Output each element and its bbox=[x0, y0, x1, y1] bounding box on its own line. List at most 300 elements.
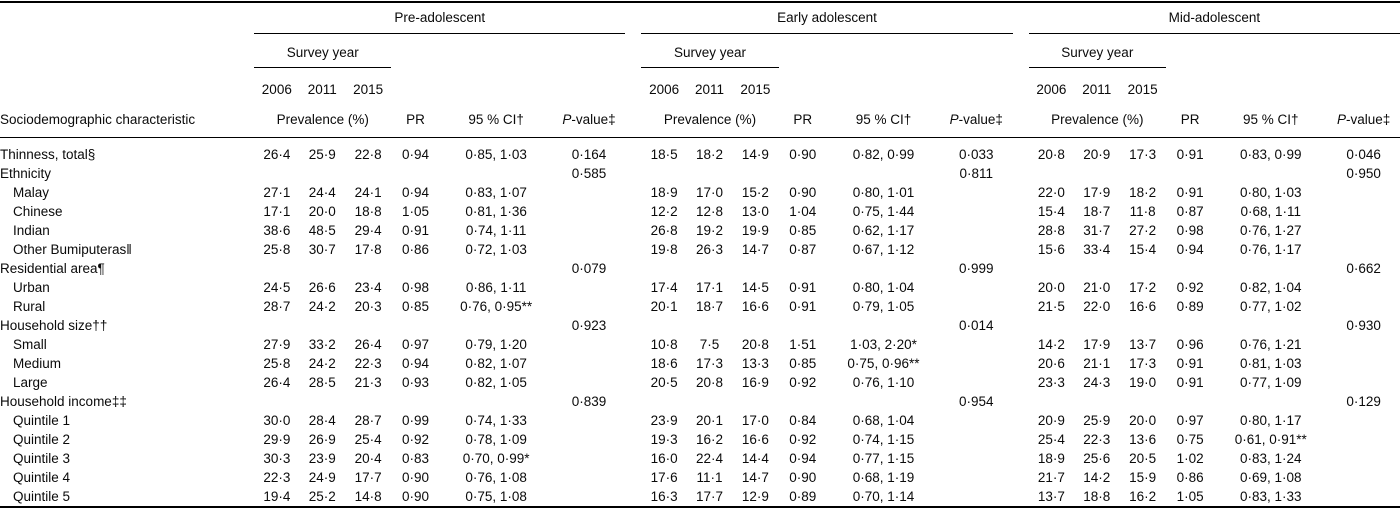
prevalence-value bbox=[1074, 259, 1119, 278]
ci-value: 0·80, 1·03 bbox=[1239, 185, 1302, 200]
prevalence-value: 16·2 bbox=[695, 432, 724, 447]
prevalence-value: 18·7 bbox=[1083, 204, 1111, 219]
ci-value bbox=[1214, 316, 1327, 335]
pr-value bbox=[779, 259, 827, 278]
ci-value bbox=[440, 316, 553, 335]
column-spacer bbox=[625, 278, 641, 297]
prevalence-value bbox=[1119, 316, 1165, 335]
prevalence-value: 13·7 bbox=[1037, 489, 1065, 504]
characteristic-label: Quintile 5 bbox=[13, 489, 71, 504]
prevalence-value: 26·6 bbox=[308, 280, 336, 295]
pr-value: 0·84 bbox=[789, 413, 817, 428]
ci-value: 0·86, 1·11 bbox=[465, 280, 527, 295]
p-value bbox=[1327, 335, 1400, 354]
ci-value bbox=[1214, 259, 1327, 278]
p-value: 0·930 bbox=[1346, 318, 1381, 333]
pr-value: 0·83 bbox=[401, 451, 429, 466]
prevalence-value: 17·4 bbox=[650, 280, 678, 295]
ci-value: 0·70, 0·99* bbox=[462, 451, 530, 466]
pr-value bbox=[391, 392, 439, 411]
column-spacer bbox=[625, 2, 641, 34]
prevalence-value: 19·9 bbox=[741, 223, 769, 238]
column-spacer bbox=[625, 449, 641, 468]
column-spacer bbox=[625, 259, 641, 278]
p-value bbox=[940, 240, 1013, 259]
prevalence-value: 20·1 bbox=[695, 413, 724, 428]
p-value: 0·014 bbox=[959, 318, 994, 333]
pr-value: 0·94 bbox=[1176, 242, 1204, 257]
prevalence-value: 20·3 bbox=[354, 299, 382, 314]
characteristic-label: Residential area¶ bbox=[0, 261, 105, 276]
prevalence-value: 18·2 bbox=[1129, 185, 1157, 200]
prevalence-value: 23·3 bbox=[1037, 375, 1065, 390]
prevalence-value: 13·6 bbox=[1129, 432, 1157, 447]
pr-value: 0·94 bbox=[401, 356, 429, 371]
column-spacer bbox=[1013, 430, 1029, 449]
table-row bbox=[0, 449, 1400, 468]
ci-value: 0·74, 1·33 bbox=[465, 413, 527, 428]
column-spacer bbox=[625, 102, 641, 138]
ci-value: 0·80, 1·17 bbox=[1239, 413, 1302, 428]
ci-value: 0·76, 1·27 bbox=[1239, 223, 1302, 238]
prevalence-value: 27·1 bbox=[263, 185, 291, 200]
pr-value: 0·87 bbox=[789, 242, 817, 257]
p-value bbox=[553, 240, 626, 259]
prevalence-value: 29·9 bbox=[263, 432, 291, 447]
prevalence-value: 20·8 bbox=[695, 375, 724, 390]
pr-value bbox=[779, 164, 827, 183]
prevalence-value: 38·6 bbox=[263, 223, 291, 238]
column-spacer bbox=[1013, 392, 1029, 411]
prevalence-value: 24·1 bbox=[354, 185, 382, 200]
prevalence-value: 26·9 bbox=[308, 432, 336, 447]
pr-header: PR bbox=[779, 102, 827, 138]
prevalence-value: 18·8 bbox=[354, 204, 382, 219]
p-value: 0·954 bbox=[959, 394, 994, 409]
prevalence-value: 17·7 bbox=[695, 489, 724, 504]
prevalence-value: 22·0 bbox=[1037, 185, 1065, 200]
prevalence-value: 19·3 bbox=[650, 432, 678, 447]
column-spacer bbox=[1013, 102, 1029, 138]
ci-value: 0·83, 0·99 bbox=[1239, 147, 1302, 162]
p-value bbox=[553, 278, 626, 297]
column-spacer bbox=[625, 392, 641, 411]
prevalence-value bbox=[1119, 259, 1165, 278]
prevalence-value: 21·5 bbox=[1037, 299, 1065, 314]
column-spacer bbox=[625, 138, 641, 165]
pr-value: 0·97 bbox=[1176, 413, 1204, 428]
prevalence-value: 16·2 bbox=[1129, 489, 1157, 504]
prevalence-value: 20·9 bbox=[1037, 413, 1065, 428]
table-row bbox=[0, 335, 1400, 354]
pr-value: 0·93 bbox=[401, 375, 429, 390]
empty-cell bbox=[0, 68, 254, 103]
p-value bbox=[553, 183, 626, 202]
p-value bbox=[940, 449, 1013, 468]
prevalence-value: 24·2 bbox=[308, 299, 336, 314]
pr-value: 0·92 bbox=[401, 432, 429, 447]
prevalence-value: 18·8 bbox=[1083, 489, 1111, 504]
ci-value: 0·76, 0·95** bbox=[460, 299, 533, 314]
pr-value: 0·91 bbox=[1176, 147, 1204, 162]
characteristic-label: Rural bbox=[13, 299, 46, 314]
prevalence-value bbox=[687, 259, 732, 278]
table-row bbox=[0, 183, 1400, 202]
prevalence-value: 28·7 bbox=[263, 299, 291, 314]
prevalence-value: 31·7 bbox=[1083, 223, 1111, 238]
p-value bbox=[1327, 411, 1400, 430]
characteristic-label: Household income‡‡ bbox=[0, 394, 127, 409]
empty-cell bbox=[0, 34, 254, 68]
prevalence-value: 24·3 bbox=[1083, 375, 1111, 390]
empty-cell bbox=[1166, 34, 1400, 68]
table-row bbox=[0, 487, 1400, 507]
p-value bbox=[1327, 240, 1400, 259]
prevalence-value: 13·3 bbox=[741, 356, 769, 371]
prevalence-value: 19·2 bbox=[695, 223, 724, 238]
table-row bbox=[0, 373, 1400, 392]
pr-value: 1·05 bbox=[1176, 489, 1204, 504]
ci-value bbox=[827, 316, 940, 335]
prevalence-value: 19·4 bbox=[263, 489, 291, 504]
p-value: 0·079 bbox=[571, 261, 607, 276]
column-spacer bbox=[625, 373, 641, 392]
prevalence-value: 16·9 bbox=[741, 375, 769, 390]
prevalence-value: 18·5 bbox=[650, 147, 678, 162]
prevalence-value: 18·6 bbox=[650, 356, 678, 371]
prevalence-value: 17·2 bbox=[1129, 280, 1157, 295]
prevalence-value bbox=[345, 316, 391, 335]
prevalence-value: 15·4 bbox=[1129, 242, 1157, 257]
p-value bbox=[940, 278, 1013, 297]
prevalence-value bbox=[732, 392, 778, 411]
pvalue-header bbox=[940, 102, 1013, 138]
ci-value: 0·79, 1·20 bbox=[465, 337, 527, 352]
ci-value: 0·68, 1·19 bbox=[852, 470, 915, 485]
prevalence-value: 16·6 bbox=[741, 432, 769, 447]
prevalence-value bbox=[1074, 392, 1119, 411]
table-row bbox=[0, 354, 1400, 373]
ci-value: 0·68, 1·04 bbox=[852, 413, 915, 428]
p-value: 0·999 bbox=[959, 261, 994, 276]
pr-value bbox=[779, 316, 827, 335]
prevalence-value: 26·3 bbox=[695, 242, 724, 257]
prevalence-value: 30·7 bbox=[308, 242, 336, 257]
ci-value bbox=[1214, 164, 1327, 183]
prevalence-value: 26·4 bbox=[263, 375, 291, 390]
column-spacer bbox=[625, 164, 641, 183]
pr-value: 0·90 bbox=[789, 147, 817, 162]
p-value bbox=[553, 373, 626, 392]
survey-year-label: Survey year bbox=[1029, 34, 1166, 68]
column-spacer bbox=[625, 202, 641, 221]
ci-value: 0·70, 1·14 bbox=[852, 489, 915, 504]
column-spacer bbox=[625, 487, 641, 507]
prevalence-value: 17·1 bbox=[263, 204, 291, 219]
pr-value: 0·85 bbox=[789, 223, 817, 238]
p-value: 0·662 bbox=[1346, 261, 1381, 276]
prevalence-value: 17·7 bbox=[354, 470, 382, 485]
ci-value: 0·74, 1·15 bbox=[852, 432, 915, 447]
column-spacer bbox=[1013, 202, 1029, 221]
prevalence-value: 17·3 bbox=[1129, 356, 1157, 371]
empty-cell bbox=[779, 68, 1013, 103]
prevalence-value: 28·5 bbox=[308, 375, 336, 390]
prevalence-value: 11·1 bbox=[696, 470, 723, 485]
prevalence-value: 25·2 bbox=[308, 489, 336, 504]
column-spacer bbox=[625, 430, 641, 449]
pr-value: 0·98 bbox=[401, 280, 429, 295]
empty-cell bbox=[391, 68, 625, 103]
table-row bbox=[0, 202, 1400, 221]
prevalence-value: 12·8 bbox=[695, 204, 724, 219]
prevalence-value: 17·0 bbox=[741, 413, 769, 428]
prevalence-value bbox=[1029, 164, 1074, 183]
prevalence-value: 11·8 bbox=[1129, 204, 1156, 219]
pr-value: 1·05 bbox=[401, 204, 429, 219]
prevalence-value: 20·9 bbox=[1083, 147, 1111, 162]
prevalence-value bbox=[1074, 316, 1119, 335]
prevalence-value: 20·5 bbox=[1129, 451, 1157, 466]
characteristic-label: Small bbox=[13, 337, 47, 352]
column-spacer bbox=[625, 335, 641, 354]
prevalence-value: 22·4 bbox=[695, 451, 724, 466]
p-value bbox=[553, 487, 626, 507]
ci-value: 1·03, 2·20* bbox=[850, 337, 917, 352]
pr-value: 0·85 bbox=[401, 299, 429, 314]
pr-value: 0·96 bbox=[1176, 337, 1204, 352]
prevalence-value: 30·0 bbox=[263, 413, 291, 428]
prevalence-value: 20·0 bbox=[308, 204, 336, 219]
pr-value bbox=[1166, 259, 1214, 278]
prevalence-value bbox=[732, 259, 778, 278]
prevalence-value: 33·2 bbox=[308, 337, 336, 352]
prevalence-value: 20·5 bbox=[650, 375, 678, 390]
table-body bbox=[0, 138, 1400, 508]
p-value: 0·129 bbox=[1346, 394, 1381, 409]
ci-value: 0·78, 1·09 bbox=[465, 432, 527, 447]
pr-value bbox=[391, 164, 439, 183]
prevalence-value: 20·6 bbox=[1037, 356, 1065, 371]
ci-value: 0·68, 1·11 bbox=[1240, 204, 1302, 219]
characteristic-label: Medium bbox=[13, 356, 62, 371]
year-header: 2015 bbox=[740, 82, 771, 97]
prevalence-value: 19·0 bbox=[1129, 375, 1157, 390]
prevalence-value: 17·8 bbox=[354, 242, 382, 257]
p-value bbox=[940, 487, 1013, 507]
prevalence-value: 24·9 bbox=[308, 470, 336, 485]
year-header: 2015 bbox=[1127, 82, 1158, 97]
prevalence-value bbox=[300, 259, 345, 278]
pvalue-header-suffix: -value‡ bbox=[958, 112, 1003, 127]
prevalence-value: 25·8 bbox=[263, 242, 291, 257]
table-row bbox=[0, 164, 1400, 183]
characteristic-label: Indian bbox=[13, 223, 50, 238]
prevalence-value: 22·3 bbox=[263, 470, 291, 485]
prevalence-value: 28·7 bbox=[354, 413, 382, 428]
year-header: 2011 bbox=[694, 82, 725, 97]
ci-value: 0·75, 1·44 bbox=[852, 204, 915, 219]
prevalence-value: 18·2 bbox=[695, 147, 724, 162]
ci-value: 0·67, 1·12 bbox=[852, 242, 915, 257]
prevalence-value: 14·7 bbox=[741, 242, 769, 257]
prevalence-value: 25·4 bbox=[354, 432, 382, 447]
pr-value bbox=[391, 259, 439, 278]
p-value bbox=[940, 468, 1013, 487]
prevalence-value: 22·3 bbox=[354, 356, 382, 371]
sociodemographic-table bbox=[0, 1, 1400, 508]
prevalence-value: 17·1 bbox=[695, 280, 724, 295]
prevalence-value: 15·9 bbox=[1129, 470, 1157, 485]
prevalence-value: 23·4 bbox=[354, 280, 382, 295]
table-row bbox=[0, 278, 1400, 297]
pr-value: 0·94 bbox=[789, 451, 817, 466]
prevalence-value: 17·6 bbox=[650, 470, 678, 485]
pr-header: PR bbox=[391, 102, 439, 138]
year-header: 2006 bbox=[1036, 82, 1067, 97]
ci-header: 95 % CI† bbox=[440, 102, 553, 138]
column-spacer bbox=[625, 221, 641, 240]
characteristic-label: Household size†† bbox=[0, 318, 108, 333]
prevalence-value bbox=[687, 316, 732, 335]
prevalence-value: 14·8 bbox=[354, 489, 382, 504]
prevalence-value: 18·9 bbox=[1037, 451, 1065, 466]
prevalence-value: 17·9 bbox=[1083, 337, 1111, 352]
characteristic-label: Thinness, total§ bbox=[0, 147, 96, 162]
ci-value: 0·72, 1·03 bbox=[465, 242, 527, 257]
ci-value bbox=[1214, 392, 1327, 411]
pr-value: 0·75 bbox=[1176, 432, 1204, 447]
ci-value: 0·80, 1·04 bbox=[852, 280, 915, 295]
p-value bbox=[553, 335, 626, 354]
p-value bbox=[553, 411, 626, 430]
group-label-mid-adolescent: Mid-adolescent bbox=[1029, 2, 1400, 34]
prevalence-value: 18·7 bbox=[695, 299, 724, 314]
ci-value: 0·82, 1·04 bbox=[1239, 280, 1302, 295]
prevalence-value: 24·5 bbox=[263, 280, 291, 295]
prevalence-header: Prevalence (%) bbox=[254, 102, 391, 138]
table-row bbox=[0, 240, 1400, 259]
p-value bbox=[940, 335, 1013, 354]
prevalence-value: 16·6 bbox=[1129, 299, 1157, 314]
pr-value: 0·91 bbox=[401, 223, 429, 238]
corner-cell bbox=[0, 2, 254, 34]
year-header: 2011 bbox=[1082, 82, 1112, 97]
prevalence-value: 24·4 bbox=[308, 185, 336, 200]
column-spacer bbox=[1013, 259, 1029, 278]
column-spacer bbox=[1013, 221, 1029, 240]
pr-value: 1·51 bbox=[789, 337, 817, 352]
pr-value: 0·92 bbox=[789, 375, 817, 390]
column-header-row bbox=[0, 102, 1400, 138]
ci-value bbox=[440, 392, 553, 411]
column-spacer bbox=[1013, 411, 1029, 430]
prevalence-value: 30·3 bbox=[263, 451, 291, 466]
pr-value bbox=[1166, 392, 1214, 411]
ci-value bbox=[827, 259, 940, 278]
column-spacer bbox=[1013, 449, 1029, 468]
column-spacer bbox=[625, 297, 641, 316]
p-value bbox=[553, 430, 626, 449]
ci-value: 0·69, 1·08 bbox=[1239, 470, 1302, 485]
table-row bbox=[0, 138, 1400, 165]
table-row bbox=[0, 411, 1400, 430]
prevalence-value bbox=[300, 164, 345, 183]
p-value bbox=[1327, 373, 1400, 392]
ci-value: 0·81, 1·03 bbox=[1239, 356, 1302, 371]
p-value bbox=[940, 297, 1013, 316]
column-spacer bbox=[1013, 164, 1029, 183]
prevalence-value: 28·4 bbox=[308, 413, 336, 428]
ci-value: 0·75, 1·08 bbox=[465, 489, 527, 504]
pr-value: 0·90 bbox=[789, 470, 817, 485]
column-spacer bbox=[625, 354, 641, 373]
ci-value: 0·76, 1·21 bbox=[1239, 337, 1302, 352]
table-row bbox=[0, 430, 1400, 449]
characteristic-label: Large bbox=[13, 375, 48, 390]
p-value bbox=[1327, 468, 1400, 487]
prevalence-value: 22·0 bbox=[1083, 299, 1111, 314]
prevalence-value: 21·7 bbox=[1037, 470, 1065, 485]
group-header-row bbox=[0, 2, 1400, 34]
p-value: 0·839 bbox=[571, 394, 607, 409]
prevalence-value: 17·0 bbox=[695, 185, 724, 200]
p-value bbox=[553, 297, 626, 316]
table-row bbox=[0, 468, 1400, 487]
pr-value: 0·91 bbox=[1176, 185, 1204, 200]
group-label-early-adolescent: Early adolescent bbox=[641, 2, 1012, 34]
characteristic-label: Quintile 4 bbox=[13, 470, 71, 485]
ci-value: 0·82, 0·99 bbox=[852, 147, 915, 162]
ci-value: 0·77, 1·09 bbox=[1239, 375, 1302, 390]
p-value bbox=[553, 354, 626, 373]
pr-value: 0·99 bbox=[401, 413, 429, 428]
prevalence-value bbox=[345, 392, 391, 411]
pvalue-header bbox=[553, 102, 626, 138]
prevalence-value bbox=[687, 164, 732, 183]
pvalue-header bbox=[1327, 102, 1400, 138]
group-label-pre-adolescent: Pre-adolescent bbox=[254, 2, 625, 34]
pr-header: PR bbox=[1166, 102, 1214, 138]
column-spacer bbox=[1013, 2, 1029, 34]
column-spacer bbox=[625, 411, 641, 430]
p-value: 0·950 bbox=[1346, 166, 1381, 181]
prevalence-value: 12·2 bbox=[650, 204, 678, 219]
column-spacer bbox=[625, 183, 641, 202]
pr-value: 0·94 bbox=[401, 185, 429, 200]
prevalence-value: 22·3 bbox=[1083, 432, 1111, 447]
survey-year-row bbox=[0, 34, 1400, 68]
prevalence-value: 15·6 bbox=[1037, 242, 1065, 257]
prevalence-value: 48·5 bbox=[308, 223, 336, 238]
column-spacer bbox=[1013, 138, 1029, 165]
prevalence-value: 20·1 bbox=[650, 299, 678, 314]
p-value bbox=[1327, 354, 1400, 373]
column-spacer bbox=[625, 468, 641, 487]
ci-value: 0·79, 1·05 bbox=[852, 299, 915, 314]
prevalence-value: 21·0 bbox=[1083, 280, 1111, 295]
pr-value: 0·92 bbox=[789, 432, 817, 447]
prevalence-value bbox=[1074, 164, 1119, 183]
prevalence-value: 14·7 bbox=[741, 470, 769, 485]
prevalence-value bbox=[1119, 164, 1165, 183]
characteristic-label: Ethnicity bbox=[0, 166, 52, 181]
ci-value: 0·83, 1·33 bbox=[1239, 489, 1302, 504]
column-spacer bbox=[625, 316, 641, 335]
pr-value bbox=[391, 316, 439, 335]
column-spacer bbox=[625, 240, 641, 259]
ci-value: 0·83, 1·24 bbox=[1239, 451, 1302, 466]
